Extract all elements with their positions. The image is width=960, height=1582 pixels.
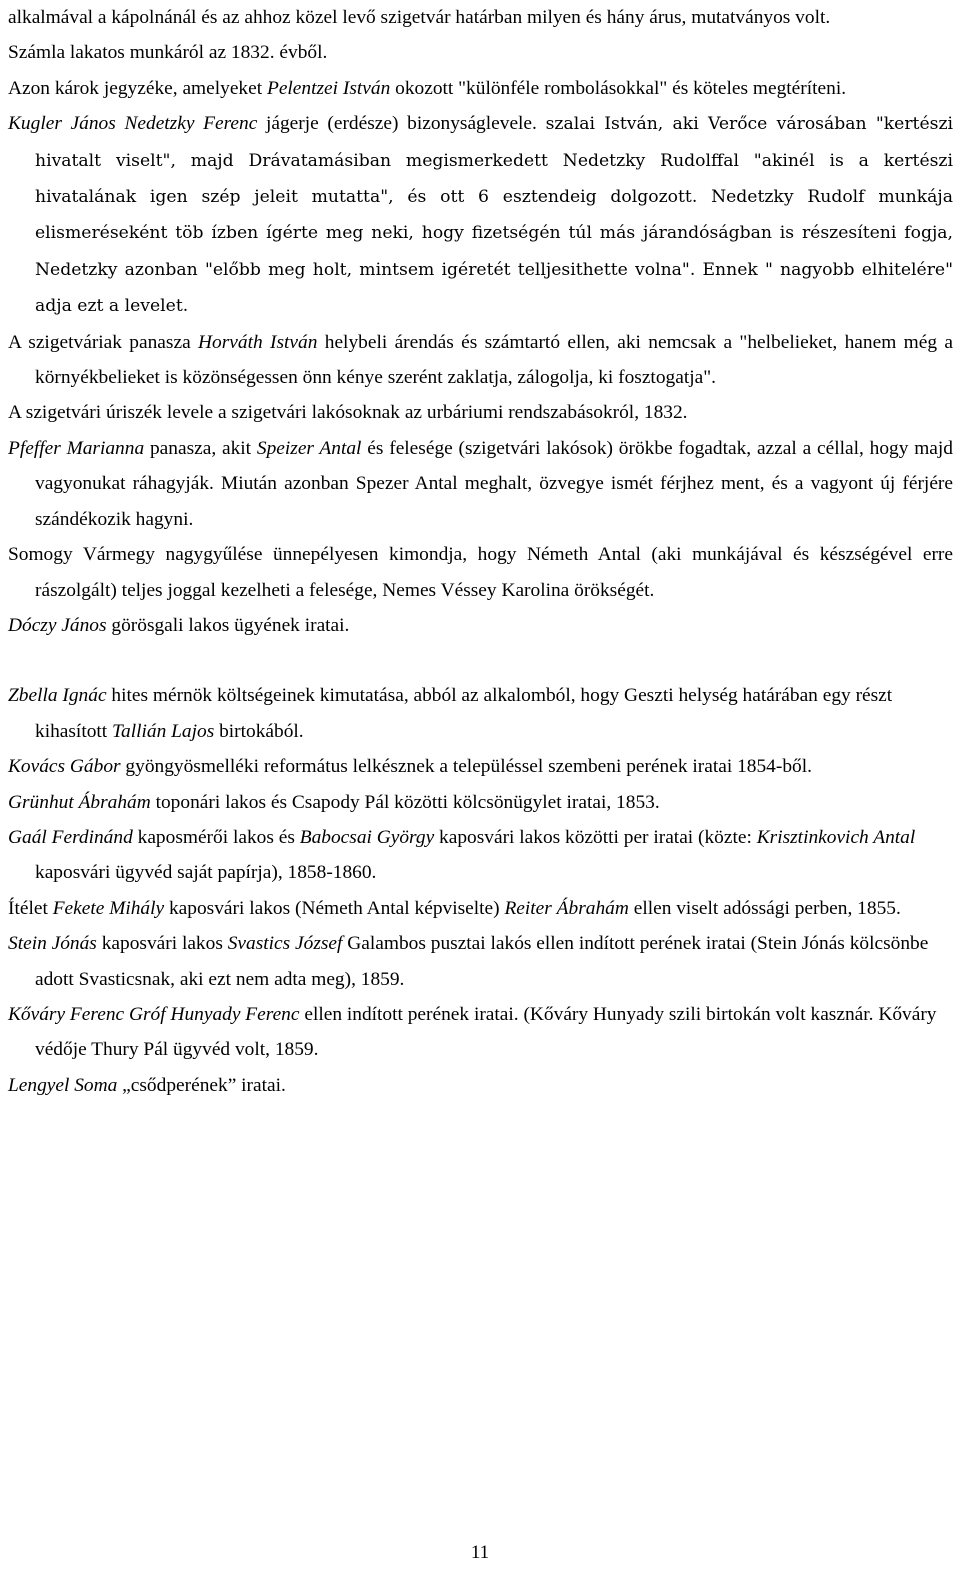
document-entry xyxy=(8,395,953,430)
entry-text: Számla lakatos munkáról az 1832. évből. xyxy=(8,42,328,64)
entry-text: A szigetváriak panasza xyxy=(8,331,199,353)
document-entry xyxy=(8,608,953,643)
document-entry xyxy=(8,71,953,106)
document-entry xyxy=(8,678,953,749)
person-name: Tallián Lajos xyxy=(112,720,215,742)
document-entry xyxy=(8,926,953,997)
person-name: Reiter Ábrahám xyxy=(504,897,629,919)
document-entry xyxy=(8,431,953,537)
entry-text: alkalmával a kápolnánál és az ahhoz közel levő szigetvár határban milyen és hány árus, mutatványos volt. xyxy=(8,7,831,28)
entry-text: Somogy Vármegy nagygyűlése ünnepélyesen kimondja, hogy Németh Antal (aki munkájával és készségével erre rászolgált) teljes joggal kezelheti a felesége, Nemes Véssey Karolina örökségét. xyxy=(8,544,953,601)
document-entry xyxy=(8,1068,953,1103)
person-name: Kovács Gábor xyxy=(8,756,121,778)
section-gap xyxy=(8,643,953,678)
person-name: Svastics József xyxy=(227,933,343,955)
person-name: Stein Jónás xyxy=(8,933,97,955)
person-name: Horváth István xyxy=(198,331,318,353)
entry-text: kaposmérői lakos és xyxy=(132,826,300,848)
entry-text: ellen indított perének iratai. (Kőváry Hunyady szili birtokán volt kasznár. Kőváry védője Thury Pál ügyvéd volt, 1859. xyxy=(35,1003,937,1061)
entry-text: jágerje (erdésze) bizonyságlevele. xyxy=(257,113,546,135)
person-name: Speizer Antal xyxy=(256,437,362,459)
person-name: Kőváry Ferenc Gróf Hunyady Ferenc xyxy=(8,1003,300,1025)
document-entry xyxy=(8,325,953,396)
person-name: Fekete Mihály xyxy=(52,897,165,919)
entry-text: kaposvári lakos xyxy=(96,933,228,955)
entry-text: görösgali lakos ügyének iratai. xyxy=(106,614,350,636)
entry-text: ellen viselt adóssági perben, 1855. xyxy=(628,897,901,919)
entry-text: Azon károk jegyzéke, amelyeket xyxy=(8,77,267,99)
person-name: Gaál Ferdinánd xyxy=(8,826,133,848)
person-name: Dóczy János xyxy=(8,614,107,636)
entry-text: Galambos pusztai lakós ellen indított perének iratai (Stein Jónás kölcsönbe adott Svasticsnak, aki ezt nem adta meg), 1859. xyxy=(35,933,929,990)
entry-text: kaposvári lakos közötti per iratai (közte: xyxy=(434,826,757,848)
entry-text: szalai István, aki Verőce városában "kertészi hivatalt viselt", majd Drávatamásiban megismerkedett Nedetzky Rudolffal "akinél is a kertészi hivatalának igen szép jeleit mutatta", és ott 6 esztendeig dolgozott. Nedetzky Rudolf munkája elismeréseként töb ízben ígérte meg neki, hogy fizetségén túl más járandóságban is részesíteni fogja, Nedetzky azonban "előbb meg holt, mintsem igéretét telljesithette volna". Ennek " nagyobb elhitelére" adja ezt a levelet. xyxy=(35,114,954,317)
document-entry xyxy=(8,537,953,608)
document-entry xyxy=(8,749,953,784)
document-entry xyxy=(8,785,953,820)
entry-text: „csődperének” iratai. xyxy=(117,1074,286,1096)
entry-text: panasza, akit xyxy=(144,437,257,459)
entry-text: gyöngyösmelléki református lelkésznek a településsel szembeni perének iratai 1854-ből. xyxy=(120,756,812,778)
entry-list xyxy=(8,0,953,1103)
entry-text: kaposvári lakos (Németh Antal képviselte) xyxy=(164,897,505,919)
document-entry xyxy=(8,35,953,70)
person-name: Krisztinkovich Antal xyxy=(756,826,916,848)
person-name: Zbella Ignác xyxy=(8,685,107,707)
document-entry xyxy=(8,106,953,324)
entry-text: Ítélet xyxy=(8,897,53,919)
entry-text: okozott "különféle rombolásokkal" és köteles megtéríteni. xyxy=(390,77,847,99)
document-entry xyxy=(8,820,953,891)
person-name: Babocsai György xyxy=(299,826,435,848)
entry-text: kaposvári ügyvéd saját papírja), 1858-1860. xyxy=(35,862,377,884)
person-name: Kugler János Nedetzky Ferenc xyxy=(8,113,258,135)
document-entry xyxy=(8,997,953,1068)
document-entry xyxy=(8,891,953,926)
person-name: Pfeffer Marianna xyxy=(8,437,145,459)
entry-text: A szigetvári úriszék levele a szigetvári lakósoknak az urbáriumi rendszabásokról, 1832. xyxy=(8,402,688,424)
document-entry xyxy=(8,0,953,35)
entry-text: helybeli árendás és számtartó ellen, aki nemcsak a "helbelieket, hanem még a környékbelieket is közönségessen önn kénye szerént zaklatja, zálogolja, ki fosztogatja". xyxy=(35,331,953,389)
entry-text: hites mérnök költségeinek kimutatása, abból az alkalomból, hogy Geszti helység határában egy részt kihasított xyxy=(35,685,893,742)
person-name: Grünhut Ábrahám xyxy=(8,791,151,813)
person-name: Pelentzei István xyxy=(266,77,391,99)
person-name: Lengyel Soma xyxy=(8,1074,118,1096)
entry-text: és felesége (szigetvári lakósok) örökbe fogadtak, azzal a céllal, hogy majd vagyonukat ráhagyják. Miután azonban Spezer Antal meghalt, özvegye ismét férjhez ment, és a vagyont új férjére szándékozik hagyni. xyxy=(35,437,953,530)
entry-text: birtokából. xyxy=(214,720,304,742)
page-number: 11 xyxy=(470,1542,490,1563)
entry-text: toponári lakos és Csapody Pál közötti kölcsönügylet iratai, 1853. xyxy=(150,791,660,813)
